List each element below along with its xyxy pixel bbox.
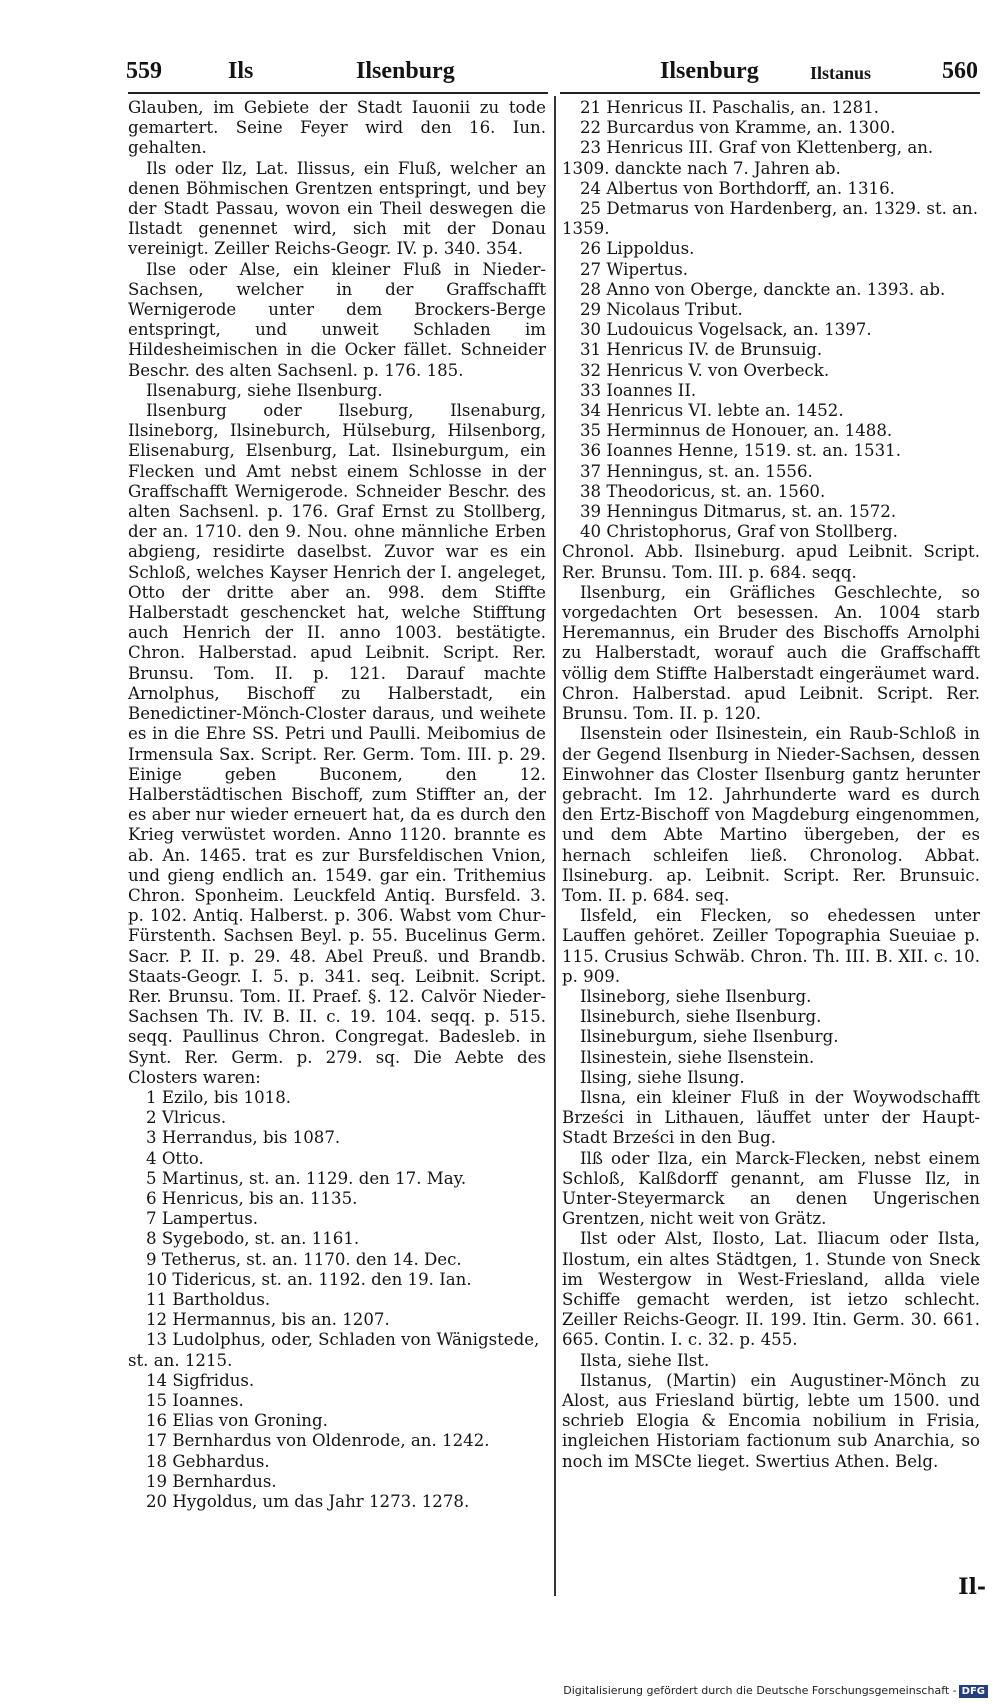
entry-paragraph: Ilsineborg, siehe Ilsenburg. [580, 986, 812, 1006]
abbot-list-item: 36 Ioannes Henne, 1519. st. an. 1531. [580, 441, 901, 461]
abbot-list-item: 25 Detmarus von Hardenberg, an. 1329. st. an. 1359. [562, 199, 979, 239]
footer [563, 1684, 988, 1698]
abbot-list-item: 31 Henricus IV. de Brunsuig. [580, 340, 823, 360]
right-header-rule [560, 92, 980, 94]
abbot-list-item: 1 Ezilo, bis 1018. [146, 1087, 292, 1107]
entry-paragraph: Ilsenburg, ein Gräfliches Geschlechte, so vorgedachten Ort besessen. An. 1004 starb Heremannus, ein Bruder des Bischoffs Arnolphi zu Halberstadt, worauf auch die Graffschafft völlig dem Stiffte Halberstadt eingeräumet ward. Chron. Halberstad. apud Leibnit. Script. Rer. Brunsu. Tom. II. p. 120. [562, 582, 980, 724]
footer-text: Digitalisierung gefördert durch die Deutsche Forschungsgemeinschaft - [563, 1684, 957, 1697]
entry-paragraph: Ilsta, siehe Ilst. [580, 1350, 710, 1370]
left-page-number: 559 [126, 58, 162, 84]
entry-paragraph: Ilß oder Ilza, ein Marck-Flecken, nebst einem Schloß, Kalßdorff genannt, am Flusse Ilz, in Unter-Steyermarck an denen Ungerischen Grentzen, nicht weit von Grätz. [562, 1148, 980, 1229]
abbot-list-item: 34 Henricus VI. lebte an. 1452. [580, 401, 844, 421]
abbot-list-item: 18 Gebhardus. [146, 1451, 270, 1471]
left-header-rule [128, 92, 548, 94]
abbot-list-item: 19 Bernhardus. [146, 1471, 277, 1491]
abbot-list-item: 28 Anno von Oberge, danckte an. 1393. ab. [580, 279, 946, 299]
abbot-list-item: 27 Wipertus. [580, 259, 688, 279]
right-column [562, 98, 980, 1472]
abbot-list-item: 9 Tetherus, st. an. 1170. den 14. Dec. [146, 1249, 462, 1269]
abbot-list-item: 33 Ioannes II. [580, 380, 697, 400]
abbot-list-item: 14 Sigfridus. [146, 1370, 255, 1390]
entry-paragraph: Ilsenburg oder Ilseburg, Ilsenaburg, Ilsineborg, Ilsineburch, Hülseburg, Hilsenborg, Elisenaburg, Elsenburg, Lat. Ilsineburgum, ein Flecken und Amt nebst einem Schlosse in der Graffschafft Wernigerode. Schneider Beschr. des alten Sachsenl. p. 176. Graf Ernst zu Stollberg, der an. 1710. den 9. Nou. ohne männliche Erben abgieng, residirte daselbst. Zuvor war es ein Schloß, welches Kayser Henrich der I. angeleget, Otto der dritte aber an. 998. dem Stiffte Halberstadt geschencket hat, welche Stifftung auch Henrich der II. anno 1003. bestätigte. Chron. Halberstad. apud Leibnit. Script. Rer. Brunsu. Tom. II. p. 121. Darauf machte Arnolphus, Bischoff zu Halberstadt, ein Benedictiner-Mönch-Closter daraus, und weihete es in die Ehre SS. Petri und Paulli. Meibomius de Irmensula Sax. Script. Rer. Germ. Tom. III. p. 29. Einige geben Buconem, den 12. Halberstädtischen Bischoff, zum Stiffter an, der es aber nur wieder erneuert hat, da es durch den Krieg verwüstet worden. Anno 1120. brannte es ab. An. 1465. trat es zur Bursfeldischen Vnion, und gieng endlich an. 1549. gar ein. Trithemius Chron. Sponheim. Leuckfeld Antiq. Bursfeld. 3. p. 102. Antiq. Halberst. p. 306. Wabst vom Chur-Fürstenth. Sachsen Beyl. p. 55. Bucelinus Germ. Sacr. P. II. p. 29. 48. Abel Preuß. und Brandb. Staats-Geogr. I. 5. p. 341. seq. Leibnit. Script. Rer. Brunsu. Tom. II. Praef. §. 12. Calvör Nieder-Sachsen Th. IV. B. II. c. 19. 104. seqq. p. 515. seqq. Paullinus Chron. Congregat. Badesleb. in Synt. Rer. Germ. p. 279. sq. Die Aebte des Closters waren: [128, 401, 546, 1087]
abbot-list-item: 40 Christophorus, Graf von Stollberg. [580, 522, 898, 542]
abbot-list-item: 38 Theodoricus, st. an. 1560. [580, 481, 826, 501]
abbot-list-item: 15 Ioannes. [146, 1391, 244, 1410]
abbot-list-item: 5 Martinus, st. an. 1129. den 17. May. [146, 1168, 467, 1188]
abbot-list-item: 29 Nicolaus Tribut. [580, 300, 743, 320]
right-page-number: 560 [942, 58, 978, 84]
abbot-list-item: 6 Henricus, bis an. 1135. [146, 1188, 358, 1208]
abbot-list-item: 7 Lampertus. [146, 1209, 258, 1229]
entry-paragraph: Ilsinestein, siehe Ilsenstein. [580, 1047, 815, 1067]
left-column [128, 98, 546, 1512]
entry-paragraph: Ilst oder Alst, Ilosto, Lat. Iliacum oder Ilsta, Ilostum, ein altes Städtgen, 1. Stunde von Sneck im Westergow in West-Friesland, allda viele Schiffe gemacht werden, ist ietzo schlecht. Zeiller Reichs-Geogr. II. 199. Itin. Germ. 30. 661. 665. Contin. I. c. 32. p. 455. [562, 1229, 980, 1350]
abbot-list-item: 23 Henricus III. Graf von Klettenberg, an. 1309. danckte nach 7. Jahren ab. [562, 138, 934, 178]
entry-paragraph: Ilsing, siehe Ilsung. [580, 1067, 745, 1087]
abbot-list-item: 21 Henricus II. Paschalis, an. 1281. [580, 98, 880, 117]
abbot-list-item: 35 Herminnus de Honouer, an. 1488. [580, 421, 893, 441]
abbot-list-item: 30 Ludouicus Vogelsack, an. 1397. [580, 320, 872, 340]
abbot-list-item: 17 Bernhardus von Oldenrode, an. 1242. [146, 1431, 490, 1451]
left-guide-word: Ils [228, 58, 254, 84]
abbot-list-item: 39 Henningus Ditmarus, st. an. 1572. [580, 502, 897, 522]
abbot-list-item: 13 Ludolphus, oder, Schladen von Wänigstede, st. an. 1215. [128, 1330, 540, 1370]
entry-paragraph: Ils oder Ilz, Lat. Ilissus, ein Fluß, welcher an denen Böhmischen Grentzen entspringt, und bey der Stadt Passau, wovon ein Theil deswegen die Ilstadt genennet wird, sich mit der Donau vereinigt. Zeiller Reichs-Geogr. IV. p. 340. 354. [128, 158, 546, 259]
entry-paragraph: Ilse oder Alse, ein kleiner Fluß in Nieder-Sachsen, welcher in der Graffschafft Wernigerode unter dem Brockers-Berge entspringt, und unweit Schladen im Hildesheimischen in die Ocker fället. Schneider Beschr. des alten Sachsenl. p. 176. 185. [128, 259, 546, 380]
abbot-list-item: 12 Hermannus, bis an. 1207. [146, 1310, 390, 1330]
entry-paragraph: Ilsenstein oder Ilsinestein, ein Raub-Schloß in der Gegend Ilsenburg in Nieder-Sachsen, dessen Einwohner das Closter Ilsenburg gantz herunter gebracht. Im 12. Jahrhunderte ward es durch den Ertz-Bischoff von Magdeburg eingenommen, und dem Abte Martino übergeben, der es hernach schleifen ließ. Chronolog. Abbat. Ilsineburg. ap. Leibnit. Script. Rer. Brunsuic. Tom. II. p. 684. seq. [562, 724, 980, 905]
abbot-list-item: 2 Vlricus. [146, 1108, 227, 1128]
column-divider [554, 96, 556, 1596]
entry-paragraph: Ilsna, ein kleiner Fluß in der Woywodschafft Brześci in Lithauen, läuffet unter der Haupt-Stadt Brześci in den Bug. [562, 1087, 980, 1148]
abbot-list-item: 24 Albertus von Borthdorff, an. 1316. [580, 178, 895, 198]
abbot-list-item: 8 Sygebodo, st. an. 1161. [146, 1229, 360, 1249]
left-running-title: Ilsenburg [356, 58, 455, 84]
abbot-list-item: 3 Herrandus, bis 1087. [146, 1128, 341, 1148]
entry-paragraph: Chronol. Abb. Ilsineburg. apud Leibnit. Script. Rer. Brunsu. Tom. III. p. 684. seqq. [562, 542, 980, 582]
abbot-list-item: 16 Elias von Groning. [146, 1411, 328, 1431]
catchword: Il- [958, 1574, 986, 1600]
entry-paragraph: Ilstanus, (Martin) ein Augustiner-Mönch zu Alost, aus Friesland bürtig, lebte um 1500. und schrieb Elogia & Encomia nobilium in Frisia, ingleichen Historiam factionum sub Anarchia, so noch im MSCte lieget. Swertius Athen. Belg. [562, 1370, 980, 1471]
abbot-list-item: 32 Henricus V. von Overbeck. [580, 360, 830, 380]
dfg-logo: DFG [959, 1685, 988, 1698]
abbot-list-item: 37 Henningus, st. an. 1556. [580, 461, 813, 481]
entry-paragraph: Ilsineburgum, siehe Ilsenburg. [580, 1027, 839, 1047]
right-running-title: Ilsenburg [660, 58, 759, 84]
right-guide-word: Ilstanus [810, 63, 872, 83]
abbot-list-item: 22 Burcardus von Kramme, an. 1300. [580, 118, 896, 138]
abbot-list-item: 20 Hygoldus, um das Jahr 1273. 1278. [146, 1492, 470, 1512]
abbot-list-item: 26 Lippoldus. [580, 239, 695, 259]
abbot-list-item: 10 Tidericus, st. an. 1192. den 19. Ian. [146, 1269, 472, 1289]
abbot-list-item: 4 Otto. [146, 1148, 204, 1168]
entry-paragraph: Glauben, im Gebiete der Stadt Iauonii zu tode gemartert. Seine Feyer wird den 16. Iun. gehalten. [128, 98, 546, 158]
abbot-list-item: 11 Bartholdus. [146, 1289, 271, 1309]
entry-paragraph: Ilsenaburg, siehe Ilsenburg. [146, 380, 383, 400]
entry-paragraph: Ilsfeld, ein Flecken, so ehedessen unter Lauffen gehöret. Zeiller Topographia Sueuiae p. 115. Crusius Schwäb. Chron. Th. III. B. XII. c. 10. p. 909. [562, 906, 980, 986]
entry-paragraph: Ilsineburch, siehe Ilsenburg. [580, 1007, 822, 1027]
